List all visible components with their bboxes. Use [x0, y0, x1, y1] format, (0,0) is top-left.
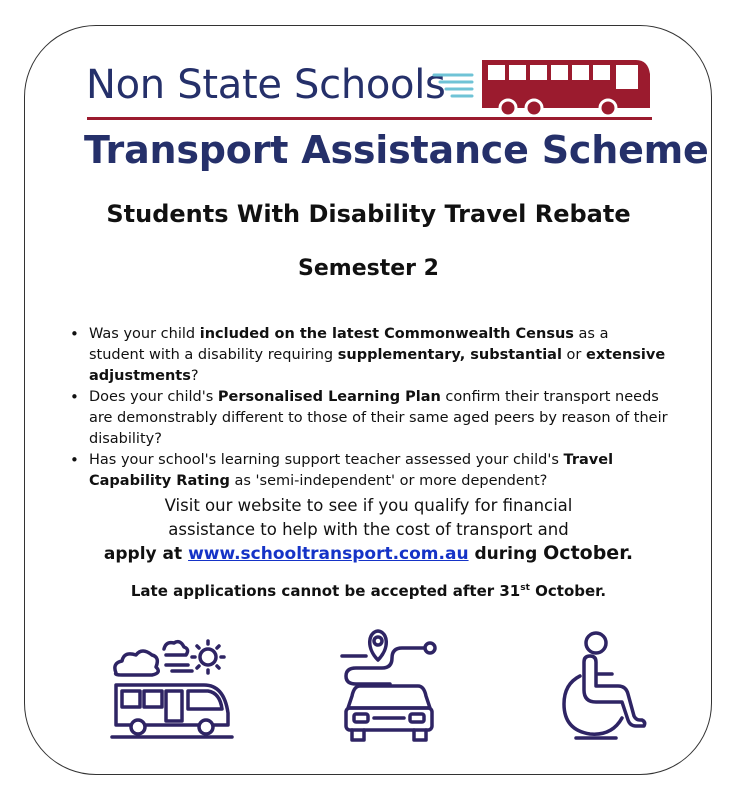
page-title: Students With Disability Travel Rebate — [106, 200, 631, 228]
question-item: • Has your school's learning support teacher assessed your child's Travel Capability Rating as 'semi-independent' or more dependent? — [68, 450, 668, 492]
wheelchair-icon — [556, 630, 652, 746]
logo-line-2: Transport Assistance Scheme — [84, 128, 709, 172]
car-route-icon — [338, 626, 440, 744]
bus-logo-icon — [476, 56, 652, 120]
visit-text: Visit our website to see if you qualify for financial assistance to help with the cost of transport and — [164, 496, 573, 539]
question-item: • Was your child included on the latest Commonwealth Census as a student with a disability requiring supplementary, substantial or extensive adjustments? — [68, 324, 668, 387]
semester-heading: Semester 2 — [298, 256, 439, 281]
question-item: • Does your child's Personalised Learning Plan confirm their transport needs are demonstrably different to those of their same aged peers by reason of their disability? — [68, 387, 668, 450]
logo-line-1: Non State Schools — [86, 62, 446, 108]
apply-line: apply at www.schooltransport.com.au during October. — [103, 542, 634, 564]
website-link[interactable]: www.schooltransport.com.au — [188, 544, 469, 564]
logo-divider — [87, 117, 652, 120]
late-notice: Late applications cannot be accepted after 31st October. — [130, 582, 607, 600]
eligibility-questions — [68, 324, 668, 492]
bus-weather-icon — [108, 633, 236, 741]
